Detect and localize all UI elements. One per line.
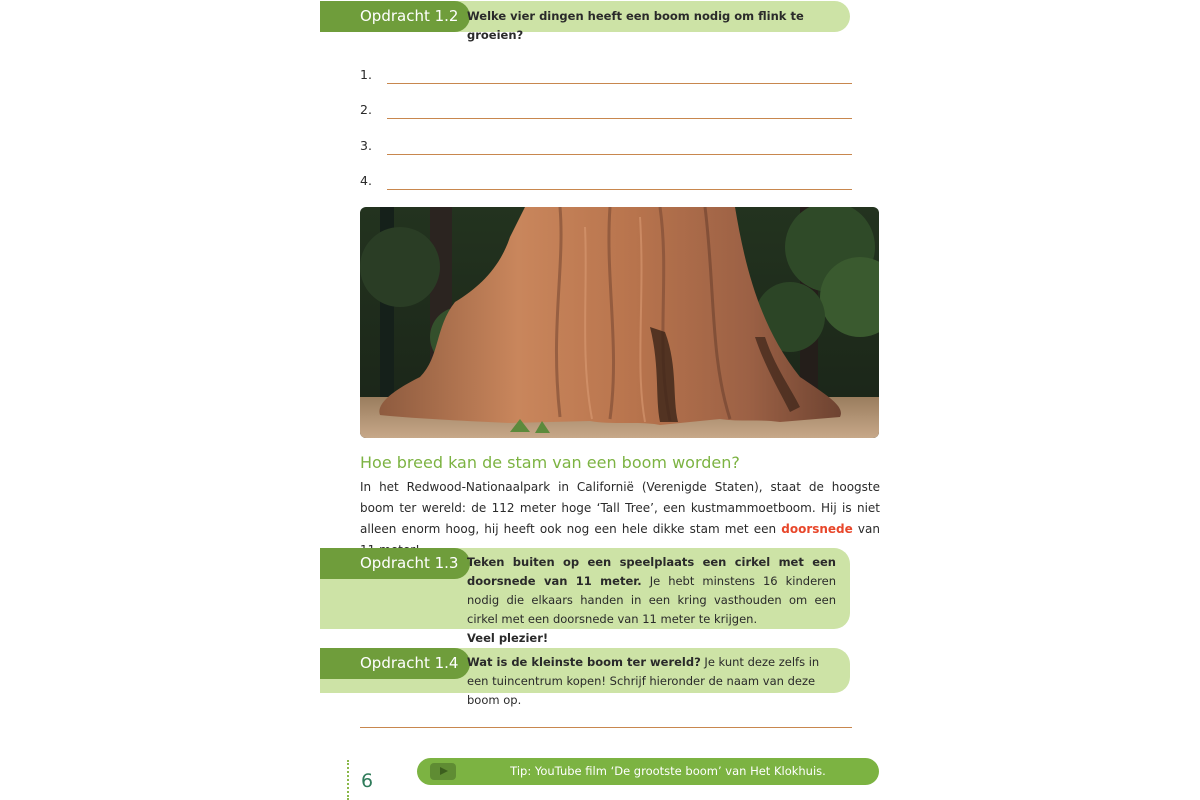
answer-line-1-4[interactable] xyxy=(360,727,852,728)
answer-line-4[interactable] xyxy=(360,169,852,193)
writing-line xyxy=(387,118,852,119)
page-number: 6 xyxy=(361,770,374,792)
answer-line-1[interactable] xyxy=(360,63,852,87)
assignment-1-2-question xyxy=(467,7,836,45)
writing-line xyxy=(387,154,852,155)
assignment-1-2-label: Opdracht 1.2 xyxy=(320,1,470,32)
assignment-1-4 xyxy=(320,648,850,707)
writing-line xyxy=(387,83,852,84)
assignment-1-4-body: Je kunt deze zelfs in een tuincentrum kopen! Schrijf hieronder de naam van deze boom op. xyxy=(467,655,820,707)
answer-number: 1. xyxy=(360,67,372,82)
dotted-divider xyxy=(347,760,349,800)
youtube-play-icon xyxy=(430,763,456,780)
section-heading: Hoe breed kan de stam van een boom worden? xyxy=(360,453,740,472)
answer-number: 4. xyxy=(360,173,372,188)
answer-line-2[interactable] xyxy=(360,98,852,122)
assignment-1-2 xyxy=(320,1,850,42)
assignment-1-2-question-text: Welke vier dingen heeft een boom nodig om flink te groeien? xyxy=(467,9,804,42)
assignment-1-4-text xyxy=(467,653,836,710)
assignment-1-3-label: Opdracht 1.3 xyxy=(320,548,470,579)
tip-text: Tip: YouTube film ‘De grootste boom’ van Het Klokhuis. xyxy=(510,764,826,778)
assignment-1-4-label: Opdracht 1.4 xyxy=(320,648,470,679)
assignment-1-3-closing: Veel plezier! xyxy=(467,631,549,645)
answer-line-3[interactable] xyxy=(360,134,852,158)
paragraph-text-end: van xyxy=(857,522,880,536)
paragraph-text: In het Redwood-Nationaalpark in Californië (Verenigde Staten), staat de hoogste boom ter wereld: de 112 meter hoge ‘Tall Tree’, een kustmammoetboom. Hij is niet alleen enorm hoog, hij heeft ook nog een hele dikke stam met een xyxy=(360,480,880,536)
answer-number: 3. xyxy=(360,138,372,153)
writing-line xyxy=(387,189,852,190)
assignment-1-3-instruction: Teken buiten op een speelplaats een cirkel met een doorsnede van 11 meter. xyxy=(467,555,836,588)
answer-number: 2. xyxy=(360,102,372,117)
tip-banner[interactable] xyxy=(417,758,879,785)
sequoia-trunk-photo xyxy=(360,207,879,438)
assignment-1-3 xyxy=(320,548,850,645)
highlighted-term: doorsnede xyxy=(781,522,853,536)
assignment-1-3-text xyxy=(467,553,836,648)
assignment-1-3-body: Je hebt minstens 16 kinderen nodig die elkaars handen in een kring vasthouden om een cirkel met een doorsnede van 11 meter te krijgen. xyxy=(467,574,837,626)
assignment-1-4-question: Wat is de kleinste boom ter wereld? xyxy=(467,655,701,669)
